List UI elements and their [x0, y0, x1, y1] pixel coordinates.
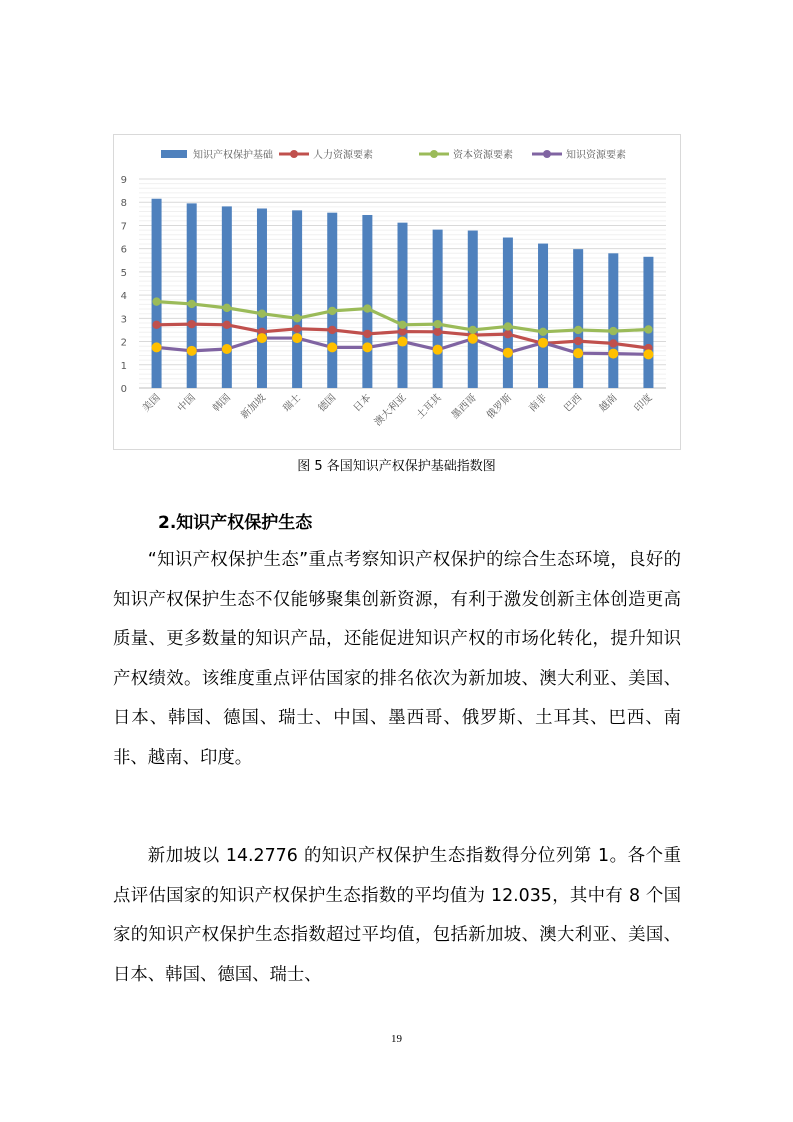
category-label: 南非	[527, 392, 550, 415]
point-s2-1	[188, 300, 196, 308]
category-label: 瑞士	[281, 392, 304, 415]
point-s3-14	[643, 349, 653, 359]
point-s1-8	[433, 328, 441, 336]
bar-0	[152, 199, 162, 388]
y-tick-label: 6	[120, 244, 127, 256]
category-label: 越南	[597, 392, 620, 415]
bar-10	[503, 238, 513, 388]
point-s2-0	[152, 297, 160, 305]
point-s2-3	[258, 309, 266, 317]
category-label: 俄罗斯	[485, 392, 515, 422]
point-s1-1	[188, 320, 196, 328]
chart-figure	[113, 134, 681, 450]
point-s3-12	[573, 348, 583, 358]
point-s2-5	[328, 307, 336, 315]
category-label: 德国	[316, 392, 339, 415]
y-tick-label: 8	[120, 198, 127, 210]
legend-label-0: 知识产权保护基础	[193, 150, 273, 161]
legend-label-1: 人力资源要素	[313, 150, 373, 161]
legend-swatch-bar	[161, 150, 187, 158]
bar-9	[468, 231, 478, 388]
page-number: 19	[391, 1033, 402, 1045]
bar-5	[327, 213, 337, 388]
bar-14	[643, 257, 653, 388]
y-tick-label: 3	[120, 314, 127, 326]
point-s3-13	[608, 349, 618, 359]
point-s1-10	[504, 330, 512, 338]
category-label: 新加坡	[239, 392, 269, 422]
bar-4	[292, 210, 302, 388]
point-s2-7	[398, 321, 406, 329]
bar-2	[222, 206, 232, 388]
point-s3-7	[398, 337, 408, 347]
category-label: 墨西哥	[449, 392, 479, 422]
point-s1-5	[328, 326, 336, 334]
y-tick-label: 9	[120, 175, 127, 186]
point-s3-6	[362, 342, 372, 352]
point-s3-0	[152, 342, 162, 352]
legend-label-3: 知识资源要素	[566, 150, 626, 161]
y-tick-label: 1	[120, 360, 127, 372]
category-label: 巴西	[562, 392, 585, 415]
bar-6	[362, 215, 372, 388]
point-s3-4	[292, 333, 302, 343]
bar-7	[398, 223, 408, 388]
bar-13	[608, 253, 618, 388]
legend-label-2: 资本资源要素	[453, 150, 513, 161]
point-s2-2	[223, 304, 231, 312]
y-tick-label: 0	[120, 384, 127, 395]
point-s3-2	[222, 344, 232, 354]
point-s2-10	[504, 322, 512, 330]
bar-8	[433, 230, 443, 388]
point-s3-5	[327, 342, 337, 352]
point-s2-12	[574, 326, 582, 334]
chart-svg	[114, 135, 680, 449]
point-s1-0	[152, 321, 160, 329]
category-label: 印度	[632, 392, 655, 415]
point-s1-4	[293, 325, 301, 333]
point-s1-6	[363, 330, 371, 338]
point-s2-9	[469, 326, 477, 334]
category-label: 韩国	[211, 392, 233, 415]
y-tick-label: 7	[120, 221, 127, 233]
y-tick-label: 2	[120, 337, 127, 349]
bar-11	[538, 244, 548, 388]
point-s1-12	[574, 337, 582, 345]
legend-marker-2	[430, 150, 438, 158]
category-label: 日本	[351, 392, 374, 415]
figure-caption: 图 5 各国知识产权保护基础指数图	[297, 459, 496, 474]
bar-1	[187, 203, 197, 388]
point-s2-8	[433, 320, 441, 328]
section-title: 2.知识产权保护生态	[158, 513, 313, 533]
point-s3-10	[503, 348, 513, 358]
paragraph-1: “知识产权保护生态”重点考察知识产权保护的综合生态环境，良好的知识产权保护生态不仅能够聚集创新资源，有利于激发创新主体创造更高质量、更多数量的知识产品，还能促进知识产权的市场化转化，提升知识产权绩效。该维度重点评估国家的排名依次为新加坡、澳大利亚、美国、日本、韩国、德国、瑞士、中国、墨西哥、俄罗斯、土耳其、巴西、南非、越南、印度。	[113, 550, 681, 768]
point-s3-11	[538, 338, 548, 348]
point-s2-13	[609, 327, 617, 335]
point-s3-9	[468, 334, 478, 344]
y-tick-label: 4	[120, 291, 127, 303]
category-label: 美国	[140, 392, 163, 415]
point-s2-14	[644, 325, 652, 333]
category-label: 中国	[175, 392, 198, 415]
legend-marker-1	[290, 150, 298, 158]
point-s2-4	[293, 314, 301, 322]
point-s3-3	[257, 333, 267, 343]
paragraph-2: 新加坡以 14.2776 的知识产权保护生态指数得分位列第 1。各个重点评估国家的知识产权保护生态指数的平均值为 12.035，其中有 8 个国家的知识产权保护生态指数超过平均值，包括新加坡、澳大利亚、美国、日本、韩国、德国、瑞士、	[113, 846, 681, 985]
legend-marker-3	[543, 150, 551, 158]
point-s1-13	[609, 339, 617, 347]
point-s2-11	[539, 328, 547, 336]
bar-3	[257, 208, 267, 388]
bar-12	[573, 249, 583, 388]
category-label: 土耳其	[414, 392, 444, 422]
point-s2-6	[363, 304, 371, 312]
point-s1-2	[223, 321, 231, 329]
category-label: 澳大利亚	[372, 392, 409, 429]
y-tick-label: 5	[120, 267, 127, 279]
point-s3-8	[433, 345, 443, 355]
point-s3-1	[187, 346, 197, 356]
